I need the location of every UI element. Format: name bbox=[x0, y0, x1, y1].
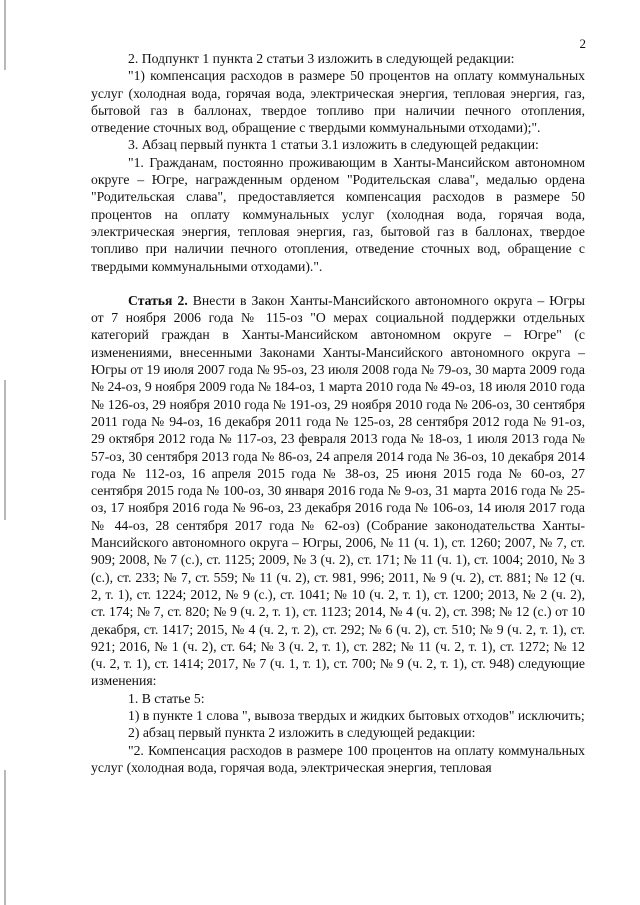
paragraph-text: 3. Абзац первый пункта 1 статьи 3.1 изложить в следующей редакции: bbox=[128, 137, 539, 153]
paragraph-quote-item-2 bbox=[91, 742, 585, 777]
paragraph-amendment-3 bbox=[91, 136, 585, 153]
paragraph-change-1 bbox=[91, 690, 585, 707]
scan-edge-mark bbox=[4, 770, 6, 905]
scan-edge-mark bbox=[4, 0, 6, 70]
paragraph-article-2 bbox=[91, 292, 585, 690]
paragraph-change-1-2 bbox=[91, 724, 585, 741]
paragraph-quote-item-1 bbox=[91, 154, 585, 275]
document-body bbox=[91, 50, 585, 776]
paragraph-text: 2) абзац первый пункта 2 изложить в следующей редакции: bbox=[128, 725, 476, 741]
scan-edge-mark bbox=[4, 380, 6, 520]
paragraph-text: 2. Подпункт 1 пункта 2 статьи 3 изложить в следующей редакции: bbox=[128, 51, 515, 66]
paragraph-amendment-2 bbox=[91, 50, 585, 67]
paragraph-text: 1. В статье 5: bbox=[128, 690, 205, 706]
paragraph-text: 1) в пункте 1 слова ", вывоза твердых и жидких бытовых отходов" исключить; bbox=[128, 707, 585, 723]
paragraph-change-1-1 bbox=[91, 707, 585, 724]
article-heading: Статья 2. bbox=[128, 292, 188, 308]
paragraph-quote-subitem-1 bbox=[91, 67, 585, 136]
paragraph-text: "1. Гражданам, постоянно проживающим в Ханты-Мансийском автономном округе – Югре, награжденным орденом "Родительская слава", медалью ордена "Родительская слава", предоставляется компенсация расходов в размере 50 процентов на оплату коммунальных услуг (холодная вода, горячая вода, электрическая энергия, тепловая энергия, газ, бытовой газ в баллонах, твердое топливо при наличии печного отопления, отведение сточных вод, обращение с твердыми коммунальными отходами).". bbox=[91, 154, 585, 274]
paragraph-text: "1) компенсация расходов в размере 50 процентов на оплату коммунальных услуг (холодная вода, горячая вода, электрическая энергия, тепловая энергия, газ, бытовой газ в баллонах, твердое топливо при наличии печного отопления, отведение сточных вод, обращение с твердыми коммунальными отходами);". bbox=[91, 68, 585, 136]
paragraph-text: "2. Компенсация расходов в размере 100 процентов на оплату коммунальных услуг (холодная вода, горячая вода, электрическая энергия, тепловая bbox=[91, 742, 585, 775]
page-number: 2 bbox=[579, 36, 586, 51]
paragraph-text: Внести в Закон Ханты-Мансийского автономного округа – Югры от 7 ноября 2006 года № 115-оз "О мерах социальной поддержки отдельных категорий граждан в Ханты-Мансийском автономном округе – Югре" (с изменениями, внесенными Законами Ханты-Мансийского автономного округа – Югры от 19 июля 2007 года № 95-оз, 23 июля 2008 года № 79-оз, 30 марта 2009 года № 24-оз, 9 ноября 2009 года № 184-оз, 1 марта 2010 года № 49-оз, 18 июля 2010 года № 126-оз, 29 ноября 2010 года № 191-оз, 29 ноября 2010 года № 206-оз, 30 сентября 2011 года № 94-оз, 16 декабря 2011 года № 125-оз, 28 сентября 2012 года № 91-оз, 29 октября 2012 года № 117-оз, 23 февраля 2013 года № 18-оз, 1 июля 2013 года № 57-оз, 30 сентября 2013 года № 86-оз, 24 апреля 2014 года № 36-оз, 10 декабря 2014 года № 112-оз, 16 апреля 2015 года № 38-оз, 25 июня 2015 года № 60-оз, 27 сентября 2015 года № 100-оз, 30 января 2016 года № 9-оз, 31 марта 2016 года № 25-оз, 17 ноября 2016 года № 96-оз, 23 декабря 2016 года № 106-оз, 14 июля 2017 года № 44-оз, 28 сентября 2017 года № 62-оз) (Собрание законодательства Ханты-Мансийского автономного округа – Югры, 2006, № 11 (ч. 1), ст. 1260; 2007, № 7, ст. 909; 2008, № 7 (с.), ст. 1125; 2009, № 3 (ч. 2), ст. 171; № 11 (ч. 1), ст. 1004; 2010, № 3 (с.), ст. 233; № 7, ст. 559; № 11 (ч. 2), ст. 981, 996; 2011, № 9 (ч. 2), ст. 881; № 12 (ч. 2, т. 1), ст. 1224; 2012, № 9 (с.), ст. 1041; № 10 (ч. 2, т. 1), ст. 1200; 2013, № 2 (ч. 2), ст. 174; № 7, ст. 820; № 9 (ч. 2, т. 1), ст. 1123; 2014, № 4 (ч. 2), ст. 398; № 12 (с.) от 10 декабря, ст. 1417; 2015, № 4 (ч. 2, т. 2), ст. 292; № 6 (ч. 2), ст. 510; № 9 (ч. 2, т. 1), ст. 921; 2016, № 1 (ч. 2), ст. 64; № 3 (ч. 2, т. 1), ст. 282; № 11 (ч. 2, т. 1), ст. 1272; № 12 (ч. 2, т. 1), ст. 1414; 2017, № 7 (ч. 1, т. 1), ст. 700; № 9 (ч. 2, т. 1), ст. 948) следующие изменения: bbox=[91, 292, 586, 689]
